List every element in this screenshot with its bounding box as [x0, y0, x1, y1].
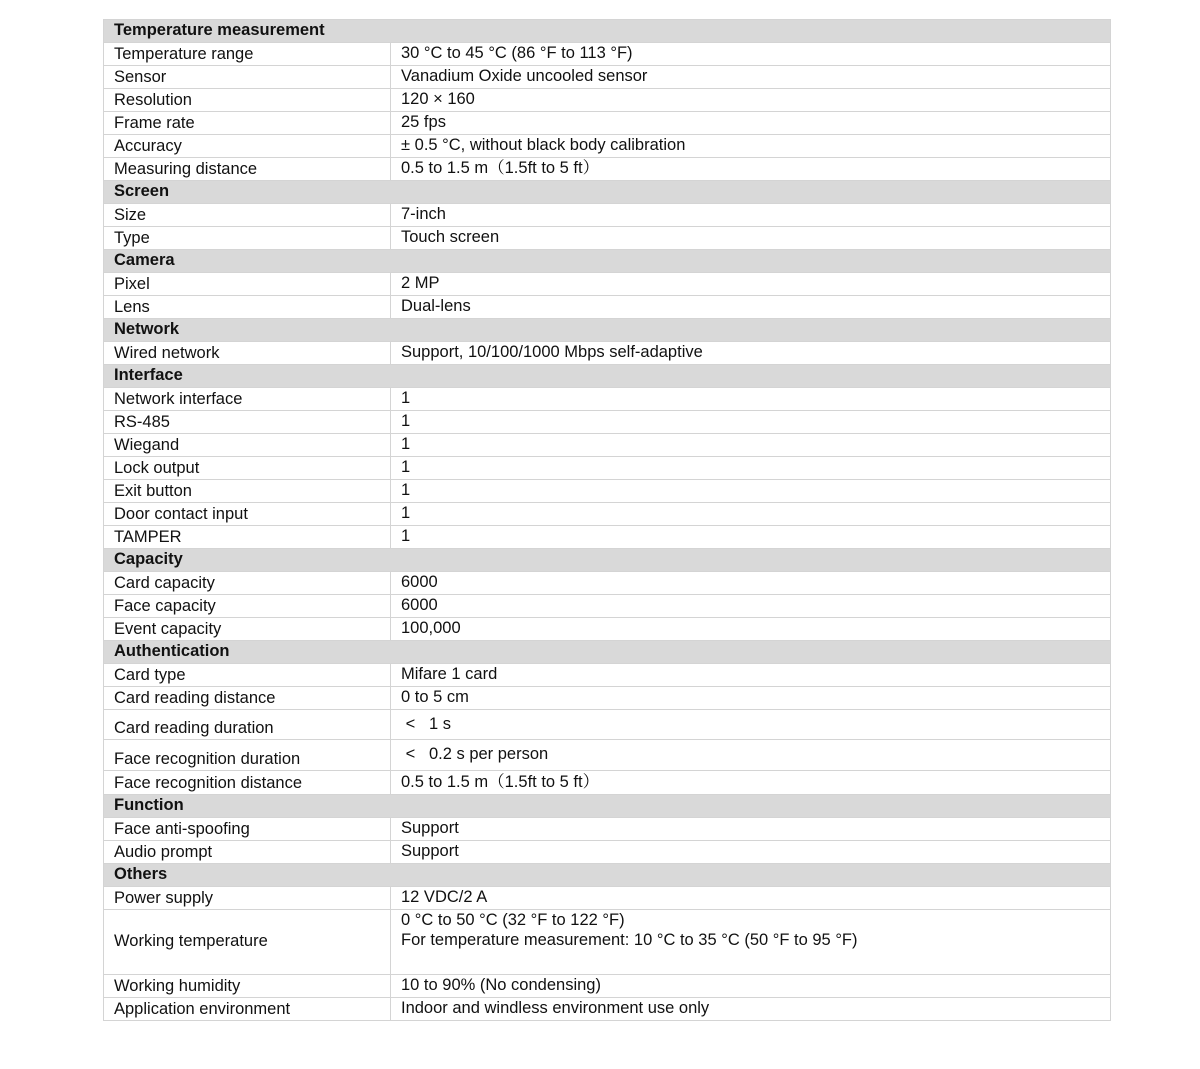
table-row [104, 66, 1111, 89]
row-value: 1 [391, 388, 1111, 411]
table-row [104, 89, 1111, 112]
row-label: Card reading duration [104, 710, 391, 740]
row-label: Resolution [104, 89, 391, 112]
table-row [104, 618, 1111, 641]
table-row [104, 503, 1111, 526]
table-row [104, 771, 1111, 795]
row-label: Sensor [104, 66, 391, 89]
table-row [104, 342, 1111, 365]
table-row [104, 887, 1111, 910]
table-row [104, 388, 1111, 411]
table-row [104, 457, 1111, 480]
row-value: 12 VDC/2 A [391, 887, 1111, 910]
row-label: Lens [104, 296, 391, 319]
table-row [104, 664, 1111, 687]
table-row [104, 273, 1111, 296]
row-label: Type [104, 227, 391, 250]
row-label: Audio prompt [104, 841, 391, 864]
table-row [104, 296, 1111, 319]
table-row [104, 204, 1111, 227]
table-row [104, 910, 1111, 975]
table-row [104, 480, 1111, 503]
row-value: 6000 [391, 595, 1111, 618]
row-value: 1 [391, 526, 1111, 549]
row-value: 25 fps [391, 112, 1111, 135]
row-label: Network interface [104, 388, 391, 411]
table-row [104, 841, 1111, 864]
row-value: < 1 s [391, 710, 1111, 740]
row-label: Wired network [104, 342, 391, 365]
section-header-function [104, 795, 1111, 818]
row-label: Measuring distance [104, 158, 391, 181]
row-label: Temperature range [104, 43, 391, 66]
row-value: 30 °C to 45 °C (86 °F to 113 °F) [391, 43, 1111, 66]
row-label: Frame rate [104, 112, 391, 135]
table-row [104, 975, 1111, 998]
row-value: 1 [391, 480, 1111, 503]
row-value: 1 [391, 457, 1111, 480]
row-label: TAMPER [104, 526, 391, 549]
row-label: Wiegand [104, 434, 391, 457]
section-title: Capacity [104, 549, 1111, 572]
row-value: Mifare 1 card [391, 664, 1111, 687]
row-value: 2 MP [391, 273, 1111, 296]
row-label: Card type [104, 664, 391, 687]
row-value: Vanadium Oxide uncooled sensor [391, 66, 1111, 89]
section-title: Authentication [104, 641, 1111, 664]
row-label: Lock output [104, 457, 391, 480]
table-row [104, 572, 1111, 595]
row-label: Door contact input [104, 503, 391, 526]
section-title: Others [104, 864, 1111, 887]
row-value: 120 × 160 [391, 89, 1111, 112]
section-title: Camera [104, 250, 1111, 273]
table-row [104, 710, 1111, 740]
row-value: 0.5 to 1.5 m（1.5ft to 5 ft） [391, 771, 1111, 795]
section-header-camera [104, 250, 1111, 273]
section-header-interface [104, 365, 1111, 388]
row-label: Application environment [104, 998, 391, 1021]
row-value: 0 to 5 cm [391, 687, 1111, 710]
row-value: Touch screen [391, 227, 1111, 250]
section-header-authentication [104, 641, 1111, 664]
row-label: Exit button [104, 480, 391, 503]
table-row [104, 687, 1111, 710]
table-row [104, 998, 1111, 1021]
table-row [104, 595, 1111, 618]
row-value: 1 [391, 411, 1111, 434]
row-label: Working temperature [104, 910, 391, 975]
section-header-others [104, 864, 1111, 887]
row-value: < 0.2 s per person [391, 740, 1111, 771]
table-row [104, 43, 1111, 66]
row-value: 6000 [391, 572, 1111, 595]
section-title: Temperature measurement [104, 20, 1111, 43]
row-value: 100,000 [391, 618, 1111, 641]
row-label: Power supply [104, 887, 391, 910]
row-label: RS-485 [104, 411, 391, 434]
row-value: Support [391, 818, 1111, 841]
row-value: ± 0.5 °C, without black body calibration [391, 135, 1111, 158]
row-label: Accuracy [104, 135, 391, 158]
row-value: Support, 10/100/1000 Mbps self-adaptive [391, 342, 1111, 365]
row-label: Pixel [104, 273, 391, 296]
row-value: 1 [391, 434, 1111, 457]
row-label: Face anti-spoofing [104, 818, 391, 841]
row-label: Card reading distance [104, 687, 391, 710]
row-label: Face recognition distance [104, 771, 391, 795]
section-title: Interface [104, 365, 1111, 388]
table-row [104, 158, 1111, 181]
section-header-network [104, 319, 1111, 342]
row-value: 10 to 90% (No condensing) [391, 975, 1111, 998]
table-row [104, 818, 1111, 841]
row-label: Face recognition duration [104, 740, 391, 771]
spec-table [103, 19, 1111, 1021]
row-value: 7-inch [391, 204, 1111, 227]
table-row [104, 227, 1111, 250]
row-label: Face capacity [104, 595, 391, 618]
row-label: Card capacity [104, 572, 391, 595]
row-label: Size [104, 204, 391, 227]
row-value: 0.5 to 1.5 m（1.5ft to 5 ft） [391, 158, 1111, 181]
table-row [104, 112, 1111, 135]
section-header-capacity [104, 549, 1111, 572]
row-value: Dual-lens [391, 296, 1111, 319]
section-title: Screen [104, 181, 1111, 204]
section-header-screen [104, 181, 1111, 204]
table-row [104, 135, 1111, 158]
row-value: 1 [391, 503, 1111, 526]
row-value: Support [391, 841, 1111, 864]
table-row [104, 526, 1111, 549]
row-value: 0 °C to 50 °C (32 °F to 122 °F) For temperature measurement: 10 °C to 35 °C (50 °F to 95 °F) [391, 910, 1111, 975]
section-title: Function [104, 795, 1111, 818]
section-title: Network [104, 319, 1111, 342]
row-label: Event capacity [104, 618, 391, 641]
row-value: Indoor and windless environment use only [391, 998, 1111, 1021]
table-row [104, 434, 1111, 457]
row-label: Working humidity [104, 975, 391, 998]
section-header-temperature-measurement [104, 20, 1111, 43]
table-row [104, 740, 1111, 771]
table-row [104, 411, 1111, 434]
